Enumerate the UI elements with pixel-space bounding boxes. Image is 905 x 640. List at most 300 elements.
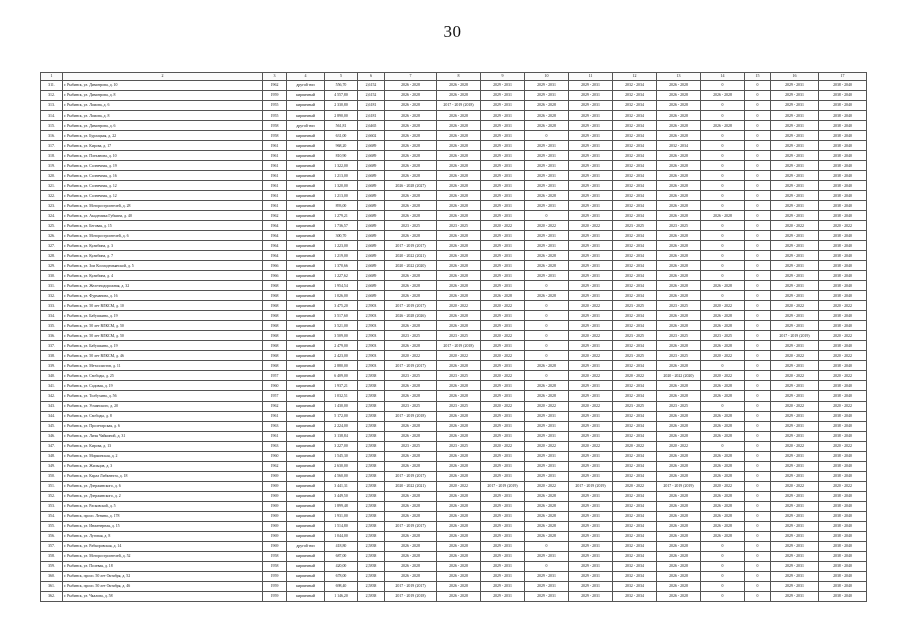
table-cell: кирпичный bbox=[287, 201, 325, 211]
table-cell: 2,5838 bbox=[358, 461, 385, 471]
table-cell: 0 bbox=[701, 441, 745, 451]
table-cell: 2026 - 2028 bbox=[385, 391, 437, 401]
table-cell: 0 bbox=[745, 81, 771, 91]
table-cell: кирпичный bbox=[287, 521, 325, 531]
table-cell: 3 441,31 bbox=[325, 481, 358, 491]
table-cell: 2023 - 2025 bbox=[701, 331, 745, 341]
table-cell: 2038 - 2040 bbox=[819, 521, 867, 531]
table-cell: 2026 - 2028 bbox=[437, 491, 481, 501]
table-cell: кирпичный bbox=[287, 561, 325, 571]
table-cell: 1959 bbox=[263, 591, 287, 601]
table-cell: 2032 - 2034 bbox=[613, 121, 657, 131]
row-number-cell: 325. bbox=[41, 221, 63, 231]
table-cell: 2029 - 2031 bbox=[771, 561, 819, 571]
table-cell: 0 bbox=[701, 251, 745, 261]
table-cell: 2029 - 2031 bbox=[525, 271, 569, 281]
table-cell: 2038 - 2040 bbox=[819, 421, 867, 431]
table-cell: 2026 - 2028 bbox=[657, 161, 701, 171]
table-cell: 2029 - 2031 bbox=[481, 161, 525, 171]
table-cell: 2,6689 bbox=[358, 231, 385, 241]
table-cell: 2029 - 2031 bbox=[481, 151, 525, 161]
table-cell: 1969 bbox=[263, 531, 287, 541]
table-cell: 1 514,80 bbox=[325, 521, 358, 531]
table-cell: другой тип bbox=[287, 541, 325, 551]
row-number-cell: 361. bbox=[41, 581, 63, 591]
table-cell: 2023 - 2025 bbox=[613, 301, 657, 311]
table-cell: 2029 - 2031 bbox=[569, 251, 613, 261]
table-cell: 2026 - 2028 bbox=[657, 421, 701, 431]
address-cell: г. Рыбинск, ул. Солнечная, д. 19 bbox=[63, 161, 263, 171]
table-cell: 2029 - 2031 bbox=[569, 551, 613, 561]
table-cell: 2038 - 2040 bbox=[819, 321, 867, 331]
table-cell: кирпичный bbox=[287, 101, 325, 111]
table-cell: 2026 - 2028 bbox=[437, 291, 481, 301]
table-cell: 0 bbox=[745, 361, 771, 371]
table-cell: 2029 - 2031 bbox=[771, 461, 819, 471]
table-cell: 2032 - 2034 bbox=[613, 161, 657, 171]
table-cell: 2038 - 2040 bbox=[819, 581, 867, 591]
table-cell: 2017 - 2019 (2018) bbox=[437, 101, 481, 111]
table-cell: 2029 - 2031 bbox=[569, 431, 613, 441]
table-cell: 0 bbox=[525, 541, 569, 551]
table-cell: 2,5838 bbox=[358, 431, 385, 441]
table-cell: кирпичный bbox=[287, 441, 325, 451]
table-cell: 2,5903 bbox=[358, 331, 385, 341]
table-cell: 2029 - 2031 bbox=[481, 231, 525, 241]
table-cell: 2029 - 2031 bbox=[481, 431, 525, 441]
table-cell: 2026 - 2028 bbox=[385, 271, 437, 281]
table-cell: 1968 bbox=[263, 341, 287, 351]
table-cell: 2038 - 2040 bbox=[819, 431, 867, 441]
table-cell: 1958 bbox=[263, 551, 287, 561]
row-number-cell: 329. bbox=[41, 261, 63, 271]
table-cell: 2023 - 2025 bbox=[613, 221, 657, 231]
table-row bbox=[41, 381, 867, 391]
table-cell: 1957 bbox=[263, 391, 287, 401]
table-cell: 2026 - 2028 bbox=[437, 251, 481, 261]
address-cell: г. Рыбинск, ул. Солнечная, д. 12 bbox=[63, 191, 263, 201]
table-cell: 1968 bbox=[263, 281, 287, 291]
table-cell: 2026 - 2028 bbox=[437, 571, 481, 581]
table-row bbox=[41, 151, 867, 161]
table-cell: 0 bbox=[745, 351, 771, 361]
table-cell: 2029 - 2031 bbox=[481, 251, 525, 261]
table-cell: 2029 - 2031 bbox=[481, 171, 525, 181]
table-cell: 2032 - 2034 bbox=[613, 341, 657, 351]
address-cell: г. Рыбинск, просп. 50 лет Октября, д. 46 bbox=[63, 581, 263, 591]
table-cell: 1961 bbox=[263, 171, 287, 181]
table-cell: 2 890,00 bbox=[325, 111, 358, 121]
table-cell: 1 213,00 bbox=[325, 171, 358, 181]
table-cell: 2029 - 2031 bbox=[771, 551, 819, 561]
table-cell: 2,5838 bbox=[358, 551, 385, 561]
table-cell: 2026 - 2028 bbox=[657, 171, 701, 181]
table-cell: 2026 - 2028 bbox=[385, 91, 437, 101]
row-number-cell: 327. bbox=[41, 241, 63, 251]
row-number-cell: 353. bbox=[41, 501, 63, 511]
row-number-cell: 352. bbox=[41, 491, 63, 501]
table-cell: 3 521,00 bbox=[325, 321, 358, 331]
table-cell: 2029 - 2031 bbox=[481, 521, 525, 531]
table-cell: 2026 - 2028 bbox=[657, 561, 701, 571]
table-cell: кирпичный bbox=[287, 351, 325, 361]
table-cell: 2029 - 2031 bbox=[525, 591, 569, 601]
table-cell: 2,5838 bbox=[358, 381, 385, 391]
table-cell: 2026 - 2028 bbox=[437, 181, 481, 191]
table-cell: 2,5838 bbox=[358, 371, 385, 381]
column-header-12: 12 bbox=[613, 73, 657, 81]
address-cell: г. Рыбинск, ул. Свободы, д. 8 bbox=[63, 411, 263, 421]
table-cell: кирпичный bbox=[287, 551, 325, 561]
table-cell: 2026 - 2028 bbox=[437, 91, 481, 101]
table-cell: 2026 - 2028 bbox=[657, 241, 701, 251]
table-cell: 2020 - 2022 bbox=[819, 401, 867, 411]
table-cell: 2029 - 2031 bbox=[771, 81, 819, 91]
table-cell: 2038 - 2040 bbox=[819, 91, 867, 101]
table-row bbox=[41, 271, 867, 281]
table-cell: 2,5838 bbox=[358, 401, 385, 411]
table-cell: 0 bbox=[745, 451, 771, 461]
table-cell: 0 bbox=[745, 401, 771, 411]
table-cell: 2032 - 2034 bbox=[657, 141, 701, 151]
table-cell: 3 517,60 bbox=[325, 311, 358, 321]
table-cell: 0 bbox=[745, 441, 771, 451]
table-cell: 2029 - 2031 bbox=[569, 241, 613, 251]
table-cell: 2032 - 2034 bbox=[613, 171, 657, 181]
table-cell: 2026 - 2028 (2026) bbox=[385, 311, 437, 321]
table-cell: 2038 - 2040 bbox=[819, 101, 867, 111]
table-cell: 2026 - 2028 bbox=[657, 461, 701, 471]
table-cell: 2029 - 2031 bbox=[569, 581, 613, 591]
table-row bbox=[41, 261, 867, 271]
table-cell: 2026 - 2028 bbox=[657, 391, 701, 401]
table-cell: 2,5838 bbox=[358, 421, 385, 431]
table-row bbox=[41, 251, 867, 261]
table-cell: 2029 - 2031 bbox=[525, 141, 569, 151]
table-cell: 1958 bbox=[263, 121, 287, 131]
table-cell: 2026 - 2028 bbox=[657, 311, 701, 321]
table-cell: 0 bbox=[745, 311, 771, 321]
table-cell: 556,70 bbox=[325, 81, 358, 91]
address-cell: г. Рыбинск, ул. Карла Либкнехта, д. 18 bbox=[63, 471, 263, 481]
table-cell: 1 146,20 bbox=[325, 591, 358, 601]
table-cell: 2038 - 2040 bbox=[819, 191, 867, 201]
row-number-cell: 315. bbox=[41, 121, 63, 131]
table-cell: 2020 - 2022 bbox=[569, 401, 613, 411]
table-cell: 2029 - 2031 bbox=[569, 491, 613, 501]
table-cell: 2029 - 2031 bbox=[569, 121, 613, 131]
table-cell: 2026 - 2028 bbox=[385, 531, 437, 541]
table-cell: 1958 bbox=[263, 561, 287, 571]
table-cell: 2,6689 bbox=[358, 261, 385, 271]
table-cell: 2020 - 2022 bbox=[771, 481, 819, 491]
table-cell: 0 bbox=[745, 321, 771, 331]
table-cell: 2029 - 2031 bbox=[771, 311, 819, 321]
table-cell: 2038 - 2040 bbox=[819, 251, 867, 261]
address-cell: г. Рыбинск, ул. Бабушкина, д. 19 bbox=[63, 311, 263, 321]
table-cell: 2026 - 2028 bbox=[657, 281, 701, 291]
table-cell: 2029 - 2031 bbox=[771, 541, 819, 551]
table-cell: 1962 bbox=[263, 81, 287, 91]
table-cell: 2029 - 2031 bbox=[525, 411, 569, 421]
table-cell: кирпичный bbox=[287, 401, 325, 411]
table-cell: 0 bbox=[701, 561, 745, 571]
table-cell: 2026 - 2028 bbox=[525, 381, 569, 391]
table-cell: 2017 - 2019 (2019) bbox=[771, 331, 819, 341]
table-cell: 1961 bbox=[263, 151, 287, 161]
table-cell: 2029 - 2031 bbox=[569, 141, 613, 151]
table-cell: кирпичный bbox=[287, 191, 325, 201]
table-cell: 2029 - 2031 bbox=[481, 91, 525, 101]
address-cell: г. Рыбинск, ул. Металлистов, д. 11 bbox=[63, 361, 263, 371]
column-header-7: 7 bbox=[385, 73, 437, 81]
table-cell: 2029 - 2031 bbox=[481, 461, 525, 471]
row-number-cell: 340. bbox=[41, 371, 63, 381]
table-cell: 0 bbox=[525, 211, 569, 221]
table-cell: 2029 - 2031 bbox=[481, 361, 525, 371]
table-cell: 1 937,21 bbox=[325, 381, 358, 391]
table-cell: 2029 - 2031 bbox=[569, 181, 613, 191]
table-cell: 2029 - 2031 bbox=[481, 471, 525, 481]
table-row bbox=[41, 281, 867, 291]
table-cell: 0 bbox=[701, 591, 745, 601]
table-cell: 2029 - 2031 bbox=[481, 241, 525, 251]
table-row bbox=[41, 231, 867, 241]
table-cell: 2038 - 2040 bbox=[819, 181, 867, 191]
table-cell: 2032 - 2034 bbox=[613, 471, 657, 481]
table-cell: 2026 - 2028 bbox=[701, 461, 745, 471]
row-number-cell: 335. bbox=[41, 321, 63, 331]
table-cell: 0 bbox=[745, 181, 771, 191]
table-cell: 2029 - 2031 bbox=[569, 411, 613, 421]
table-cell: 2029 - 2031 bbox=[525, 241, 569, 251]
row-number-cell: 359. bbox=[41, 561, 63, 571]
table-cell: 2023 - 2025 bbox=[657, 351, 701, 361]
table-row bbox=[41, 451, 867, 461]
table-cell: 2,5838 bbox=[358, 571, 385, 581]
table-cell: 2029 - 2031 bbox=[525, 81, 569, 91]
table-cell: 2032 - 2034 bbox=[613, 491, 657, 501]
table-cell: 2038 - 2040 bbox=[819, 271, 867, 281]
address-cell: г. Рыбинск, просп. Ленина, д. 178 bbox=[63, 511, 263, 521]
table-cell: 2038 - 2040 bbox=[819, 511, 867, 521]
row-number-cell: 360. bbox=[41, 571, 63, 581]
table-row bbox=[41, 121, 867, 131]
table-cell: 2032 - 2034 bbox=[613, 191, 657, 201]
table-cell: 2029 - 2031 bbox=[569, 501, 613, 511]
table-cell: 1 032,51 bbox=[325, 391, 358, 401]
table-cell: 2026 - 2028 bbox=[657, 541, 701, 551]
table-cell: 0 bbox=[701, 191, 745, 201]
address-cell: г. Рыбинск, ул. Лизы Чайкиной, д. 31 bbox=[63, 431, 263, 441]
row-number-cell: 349. bbox=[41, 461, 63, 471]
table-cell: 1969 bbox=[263, 511, 287, 521]
table-cell: 2,5838 bbox=[358, 471, 385, 481]
table-cell: 0 bbox=[745, 501, 771, 511]
table-cell: 1955 bbox=[263, 101, 287, 111]
row-number-cell: 347. bbox=[41, 441, 63, 451]
table-cell: 2 224,00 bbox=[325, 421, 358, 431]
table-cell: 2026 - 2028 bbox=[385, 121, 437, 131]
table-cell: кирпичный bbox=[287, 151, 325, 161]
table-cell: 2,6689 bbox=[358, 281, 385, 291]
register-table-wrap bbox=[40, 72, 866, 602]
table-cell: 2020 - 2022 bbox=[819, 301, 867, 311]
table-row bbox=[41, 531, 867, 541]
table-cell: 2020 - 2022 (2021) bbox=[385, 251, 437, 261]
table-cell: кирпичный bbox=[287, 501, 325, 511]
address-cell: г. Рыбинск, ул. Кирова, д. 13 bbox=[63, 441, 263, 451]
table-cell: 2038 - 2040 bbox=[819, 461, 867, 471]
table-cell: 0 bbox=[701, 291, 745, 301]
row-number-cell: 314. bbox=[41, 111, 63, 121]
table-cell: 0 bbox=[745, 371, 771, 381]
address-cell: г. Рыбинск, ул. Моторостроителей, д. 6 bbox=[63, 231, 263, 241]
table-cell: 2026 - 2028 bbox=[437, 531, 481, 541]
table-cell: 2026 - 2028 bbox=[385, 551, 437, 561]
table-cell: 0 bbox=[745, 551, 771, 561]
address-cell: г. Рыбинск, ул. Кулибина, д. 7 bbox=[63, 251, 263, 261]
table-cell: 2032 - 2034 bbox=[613, 321, 657, 331]
table-cell: 2029 - 2031 bbox=[569, 161, 613, 171]
table-cell: 2026 - 2028 bbox=[657, 81, 701, 91]
table-cell: 2029 - 2031 bbox=[771, 471, 819, 481]
table-cell: 2029 - 2031 bbox=[771, 151, 819, 161]
table-cell: 0 bbox=[745, 261, 771, 271]
table-row bbox=[41, 101, 867, 111]
table-cell: 2026 - 2028 bbox=[437, 391, 481, 401]
table-cell: 2026 - 2028 bbox=[657, 191, 701, 201]
table-cell: 2017 - 2019 (2017) bbox=[385, 361, 437, 371]
table-cell: 1968 bbox=[263, 331, 287, 341]
table-cell: 2017 - 2019 (2019) bbox=[481, 481, 525, 491]
table-cell: кирпичный bbox=[287, 301, 325, 311]
address-cell: г. Рыбинск, ул. Солнечная, д. 16 bbox=[63, 171, 263, 181]
table-cell: 1 227,62 bbox=[325, 271, 358, 281]
table-cell: 2026 - 2028 bbox=[525, 251, 569, 261]
table-cell: 2,6689 bbox=[358, 271, 385, 281]
table-cell: 2029 - 2031 bbox=[569, 541, 613, 551]
table-cell: 2023 - 2025 bbox=[657, 401, 701, 411]
table-cell: 2,6689 bbox=[358, 151, 385, 161]
table-cell: 2029 - 2031 bbox=[525, 171, 569, 181]
table-cell: 0 bbox=[701, 171, 745, 181]
table-cell: 2,5838 bbox=[358, 391, 385, 401]
table-cell: 2017 - 2019 (2019) bbox=[657, 481, 701, 491]
table-cell: 2026 - 2028 bbox=[657, 571, 701, 581]
table-cell: 2029 - 2031 bbox=[569, 591, 613, 601]
table-row bbox=[41, 371, 867, 381]
table-cell: 2029 - 2031 bbox=[481, 341, 525, 351]
table-cell: 2026 - 2028 bbox=[437, 461, 481, 471]
table-cell: 2029 - 2031 bbox=[771, 161, 819, 171]
row-number-cell: 332. bbox=[41, 291, 63, 301]
table-row bbox=[41, 411, 867, 421]
column-header-10: 10 bbox=[525, 73, 569, 81]
column-header-6: 6 bbox=[358, 73, 385, 81]
address-cell: г. Рыбинск, просп. 50 лет Октября, д. 52 bbox=[63, 571, 263, 581]
table-cell: 2023 - 2025 bbox=[385, 221, 437, 231]
address-cell: г. Рыбинск, ул. Фурманова, д. 16 bbox=[63, 291, 263, 301]
table-cell: 2029 - 2031 bbox=[481, 101, 525, 111]
table-cell: 0 bbox=[745, 541, 771, 551]
table-cell: 2029 - 2031 bbox=[525, 421, 569, 431]
table-cell: 2029 - 2031 bbox=[525, 151, 569, 161]
table-cell: 0 bbox=[745, 231, 771, 241]
table-cell: 2 880,00 bbox=[325, 361, 358, 371]
table-cell: 1958 bbox=[263, 131, 287, 141]
row-number-cell: 336. bbox=[41, 331, 63, 341]
table-cell: 2026 - 2028 bbox=[385, 561, 437, 571]
table-cell: 1 545,30 bbox=[325, 451, 358, 461]
table-row bbox=[41, 91, 867, 101]
table-cell: кирпичный bbox=[287, 281, 325, 291]
table-cell: 2029 - 2031 bbox=[771, 411, 819, 421]
table-cell: 2038 - 2040 bbox=[819, 591, 867, 601]
table-cell: 0 bbox=[701, 181, 745, 191]
row-number-cell: 342. bbox=[41, 391, 63, 401]
table-row bbox=[41, 191, 867, 201]
table-cell: 2026 - 2028 bbox=[525, 501, 569, 511]
table-cell: кирпичный bbox=[287, 331, 325, 341]
table-cell: 0 bbox=[745, 251, 771, 261]
table-cell: 2026 - 2028 bbox=[481, 291, 525, 301]
table-cell: 0 bbox=[701, 571, 745, 581]
table-cell: 0 bbox=[745, 511, 771, 521]
table-cell: 2026 - 2028 bbox=[701, 451, 745, 461]
address-cell: г. Рыбинск, ул. Расковской, д. 5 bbox=[63, 501, 263, 511]
table-cell: 2026 - 2028 bbox=[701, 211, 745, 221]
table-cell: другой тип bbox=[287, 81, 325, 91]
row-number-cell: 343. bbox=[41, 401, 63, 411]
table-cell: 2029 - 2031 bbox=[481, 311, 525, 321]
table-cell: 2029 - 2031 bbox=[569, 201, 613, 211]
table-cell: кирпичный bbox=[287, 271, 325, 281]
table-cell: 0 bbox=[745, 521, 771, 531]
table-cell: 2026 - 2028 bbox=[701, 91, 745, 101]
table-cell: 0 bbox=[745, 91, 771, 101]
table-cell: 2029 - 2031 bbox=[569, 171, 613, 181]
table-cell: 2032 - 2034 bbox=[613, 251, 657, 261]
address-cell: г. Рыбинск, ул. Плеханова, д. 10 bbox=[63, 151, 263, 161]
table-cell: 2038 - 2040 bbox=[819, 451, 867, 461]
table-cell: 3 138,84 bbox=[325, 431, 358, 441]
table-cell: 2032 - 2034 bbox=[613, 181, 657, 191]
table-cell: 2,6689 bbox=[358, 181, 385, 191]
column-header-13: 13 bbox=[657, 73, 701, 81]
table-cell: 2032 - 2034 bbox=[613, 311, 657, 321]
table-cell: 2032 - 2034 bbox=[613, 81, 657, 91]
table-cell: 0 bbox=[701, 261, 745, 271]
table-cell: 2026 - 2028 bbox=[437, 171, 481, 181]
table-cell: 2029 - 2031 bbox=[771, 391, 819, 401]
address-cell: г. Рыбинск, ул. Дзержинского, д. 6 bbox=[63, 481, 263, 491]
table-cell: 2026 - 2028 bbox=[385, 421, 437, 431]
table-cell: 0 bbox=[701, 541, 745, 551]
table-cell: 1955 bbox=[263, 111, 287, 121]
table-cell: 2032 - 2034 bbox=[613, 551, 657, 561]
table-row bbox=[41, 421, 867, 431]
column-header-4: 4 bbox=[287, 73, 325, 81]
table-cell: 1962 bbox=[263, 211, 287, 221]
table-cell: 2026 - 2028 bbox=[437, 421, 481, 431]
table-cell: 2029 - 2031 bbox=[771, 291, 819, 301]
table-cell: 0 bbox=[745, 381, 771, 391]
table-cell: 2026 - 2028 bbox=[437, 111, 481, 121]
table-cell: 2026 - 2028 bbox=[701, 281, 745, 291]
table-cell: 2026 - 2028 bbox=[437, 541, 481, 551]
address-cell: г. Рыбинск, ул. Солнечная, д. 12 bbox=[63, 181, 263, 191]
